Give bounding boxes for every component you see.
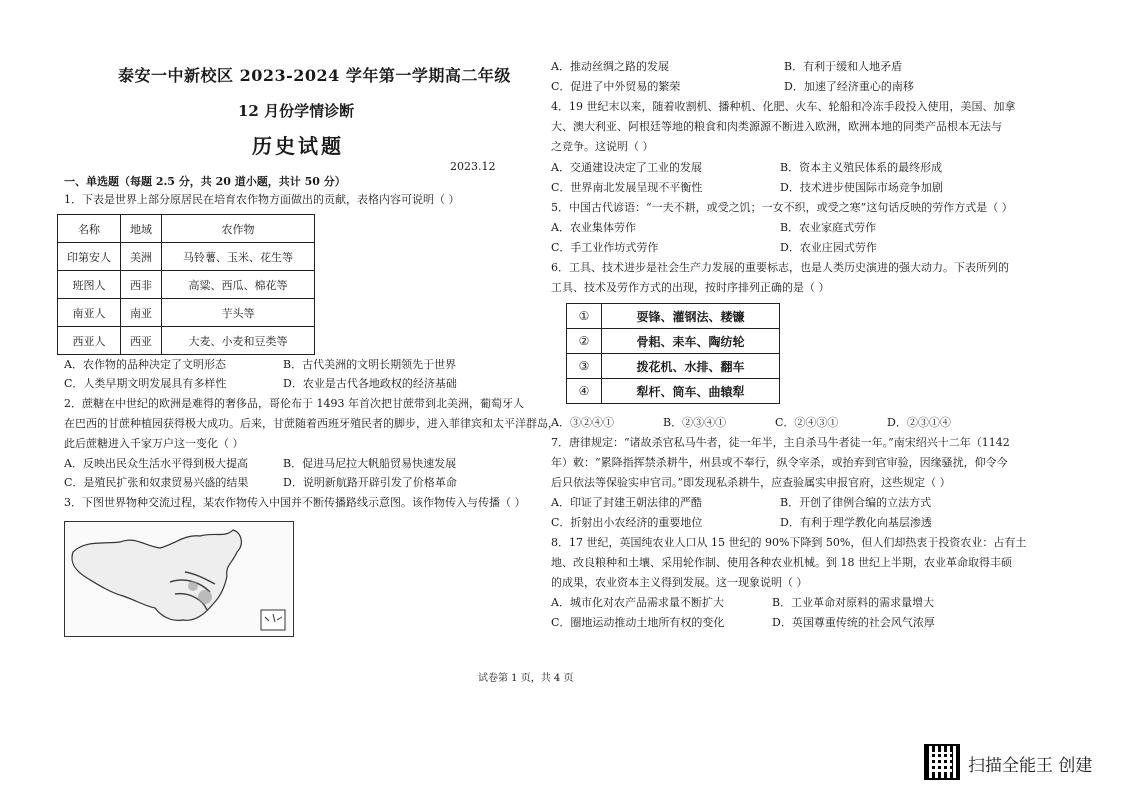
q8-stem-line: 地、改良粮种和土壤、采用轮作制、使用各种农业机械。到 18 世纪上半期，农业革命取得丰硕 xyxy=(551,556,1012,569)
q1-option-b: B．古代美洲的文明长期领先于世界 xyxy=(283,358,457,371)
table-cell: 拨花机、水排、翻车 xyxy=(602,354,780,379)
q8-stem-line: 8．17 世纪，英国纯农业人口从 15 世纪的 90%下降到 50%，但人们却热衷于投资农业：占有土 xyxy=(551,536,1027,549)
table-row xyxy=(58,327,315,355)
table-cell: 南亚 xyxy=(121,299,162,327)
section-heading: 一、单选题（每题 2.5 分，共 20 道小题，共计 50 分） xyxy=(64,175,346,188)
q3-stem: 3．下图世界物种交流过程，某农作物传入中国并不断传播路线示意图。该作物传入与传播（ ） xyxy=(64,496,526,509)
table-row xyxy=(567,304,780,329)
q1-stem: 1．下表是世界上部分原居民在培育农作物方面做出的贡献，表格内容可说明（ ） xyxy=(64,193,460,206)
q2-stem-line: 在巴西的甘蔗种植园获得极大成功。后来，甘蔗随着西班牙殖民者的脚步，进入菲律宾和太平洋群岛， xyxy=(64,417,559,430)
q2-stem-line: 此后蔗糖进入千家万户这一变化（ ） xyxy=(64,437,244,450)
q3-option-d: D．加速了经济重心的南移 xyxy=(784,80,914,93)
q2-stem-line: 2．蔗糖在中世纪的欧洲是难得的奢侈品，哥伦布于 1493 年首次把甘蔗带到北美洲，葡萄牙人 xyxy=(64,397,524,410)
q8-option-b: B．工业革命对原料的需求量增大 xyxy=(772,596,935,609)
q6-option-c: C．②④③① xyxy=(775,416,839,429)
table-cell: 芋头等 xyxy=(162,299,315,327)
tools-table xyxy=(566,303,780,404)
table-row xyxy=(567,379,780,404)
table-cell: 高粱、西瓜、棉花等 xyxy=(162,271,315,299)
q8-stem-line: 的成果，农业资本主义得到发展。这一现象说明（ ） xyxy=(551,576,808,589)
q6-option-a: A．③②④① xyxy=(551,416,614,429)
q1-option-d: D．农业是古代各地政权的经济基础 xyxy=(283,377,457,390)
q8-option-d: D．英国尊重传统的社会风气浓厚 xyxy=(772,616,935,629)
table-cell: ④ xyxy=(567,379,602,404)
q7-option-a: A．印证了封建王朝法律的严酷 xyxy=(551,496,702,509)
q3-option-b: B．有利于缓和人地矛盾 xyxy=(784,60,903,73)
q3-option-a: A．推动丝绸之路的发展 xyxy=(551,60,669,73)
q1-option-a: A．农作物的品种决定了文明形态 xyxy=(64,358,226,371)
table-row xyxy=(58,243,315,271)
q7-option-b: B．开创了律例合编的立法方式 xyxy=(780,496,932,509)
table-cell: 犁杆、筒车、曲辕犁 xyxy=(602,379,780,404)
table-cell: 西非 xyxy=(121,271,162,299)
q4-stem-line: 4．19 世纪末以来，随着收割机、播种机、化肥、火车、轮船和冷冻手段投入使用，美国、加拿 xyxy=(551,100,1016,113)
table-cell: 南亚人 xyxy=(58,299,121,327)
table-cell: 印第安人 xyxy=(58,243,121,271)
table-cell: 西亚 xyxy=(121,327,162,355)
table-row xyxy=(567,354,780,379)
q6-option-b: B．②③④① xyxy=(663,416,727,429)
table-header-row xyxy=(58,215,315,243)
q2-option-c: C．是殖民扩张和奴隶贸易兴盛的结果 xyxy=(64,476,249,489)
china-map-icon xyxy=(64,521,294,637)
table-cell: 大麦、小麦和豆类等 xyxy=(162,327,315,355)
q5-option-d: D．农业庄园式劳作 xyxy=(780,241,877,254)
qr-code-icon xyxy=(924,744,960,780)
scanner-watermark: 扫描全能王 创建 xyxy=(968,756,1093,776)
exam-school-title: 泰安一中新校区 2023-2024 学年第一学期高二年级 xyxy=(118,66,511,85)
q7-stem-line: 年）敕：“累降指挥禁杀耕牛，州县或不奉行，纵令宰杀，或抬弃到官审验，因缘骚扰，仰令今 xyxy=(551,456,1008,469)
table-cell: 西亚人 xyxy=(58,327,121,355)
q4-option-b: B．资本主义殖民体系的最终形成 xyxy=(780,161,943,174)
table-cell: ② xyxy=(567,329,602,354)
q6-stem-line: 工具、技术及劳作方式的出现，按时序排列正确的是（ ） xyxy=(551,281,830,294)
q7-stem-line: 后只依法等保验实申官司。”即发现私杀耕牛，应查验属实申报官府，这些规定（ ） xyxy=(551,476,951,489)
q5-option-b: B．农业家庭式劳作 xyxy=(780,221,877,234)
q4-option-c: C．世界南北发展呈现不平衡性 xyxy=(551,181,703,194)
q3-option-c: C．促进了中外贸易的繁荣 xyxy=(551,80,681,93)
table-cell: 骨耜、耒车、陶纺轮 xyxy=(602,329,780,354)
q4-option-d: D．技术进步使国际市场竞争加剧 xyxy=(780,181,943,194)
table-row xyxy=(58,299,315,327)
q5-stem: 5．中国古代谚语：“一夫不耕，或受之饥；一女不织，或受之寒”这句话反映的劳作方式是（ ） xyxy=(551,201,1013,214)
q7-option-d: D．有利于理学教化向基层渗透 xyxy=(780,516,932,529)
q2-option-a: A．反映出民众生活水平得到极大提高 xyxy=(64,457,248,470)
table-cell: 美洲 xyxy=(121,243,162,271)
page-title: 历史试题 xyxy=(252,134,344,158)
table-cell: ① xyxy=(567,304,602,329)
q6-stem-line: 6．工具、技术进步是社会生产力发展的重要标志，也是人类历史演进的强大动力。下表所列的 xyxy=(551,261,1009,274)
q4-stem-line: 大、澳大利亚、阿根廷等地的粮食和肉类源源不断进入欧洲，欧洲本地的同类产品根本无法与 xyxy=(551,120,1002,133)
table-cell: 班图人 xyxy=(58,271,121,299)
q4-option-a: A．交通建设决定了工业的发展 xyxy=(551,161,702,174)
table-header: 农作物 xyxy=(162,215,315,243)
exam-subtitle: 12 月份学情诊断 xyxy=(238,102,355,120)
q8-option-a: A．城市化对农产品需求量不断扩大 xyxy=(551,596,724,609)
china-map-drawing xyxy=(65,522,293,636)
q8-option-c: C．圈地运动推动土地所有权的变化 xyxy=(551,616,725,629)
q2-option-b: B．促进马尼拉大帆船贸易快速发展 xyxy=(283,457,457,470)
q7-stem-line: 7．唐律规定：“诸故杀官私马牛者，徒一年半，主自杀马牛者徒一年。”南宋绍兴十二年（1142 xyxy=(551,436,1010,449)
q2-option-d: D．说明新航路开辟引发了价格革命 xyxy=(283,476,457,489)
table-row xyxy=(567,329,780,354)
table-row xyxy=(58,271,315,299)
crops-table xyxy=(57,214,315,355)
table-cell: 马铃薯、玉米、花生等 xyxy=(162,243,315,271)
q5-option-c: C．手工业作坊式劳作 xyxy=(551,241,659,254)
table-cell: ③ xyxy=(567,354,602,379)
q7-option-c: C．折射出小农经济的重要地位 xyxy=(551,516,703,529)
table-cell: 耍锋、灌钢法、耧镰 xyxy=(602,304,780,329)
page-footer: 试卷第 1 页，共 4 页 xyxy=(478,673,574,684)
table-header: 名称 xyxy=(58,215,121,243)
exam-date: 2023.12 xyxy=(450,160,496,173)
q4-stem-line: 之竞争。这说明（ ） xyxy=(551,140,654,153)
table-header: 地域 xyxy=(121,215,162,243)
q6-option-d: D．②③①④ xyxy=(887,416,951,429)
q5-option-a: A．农业集体劳作 xyxy=(551,221,636,234)
q1-option-c: C．人类早期文明发展具有多样性 xyxy=(64,377,227,390)
